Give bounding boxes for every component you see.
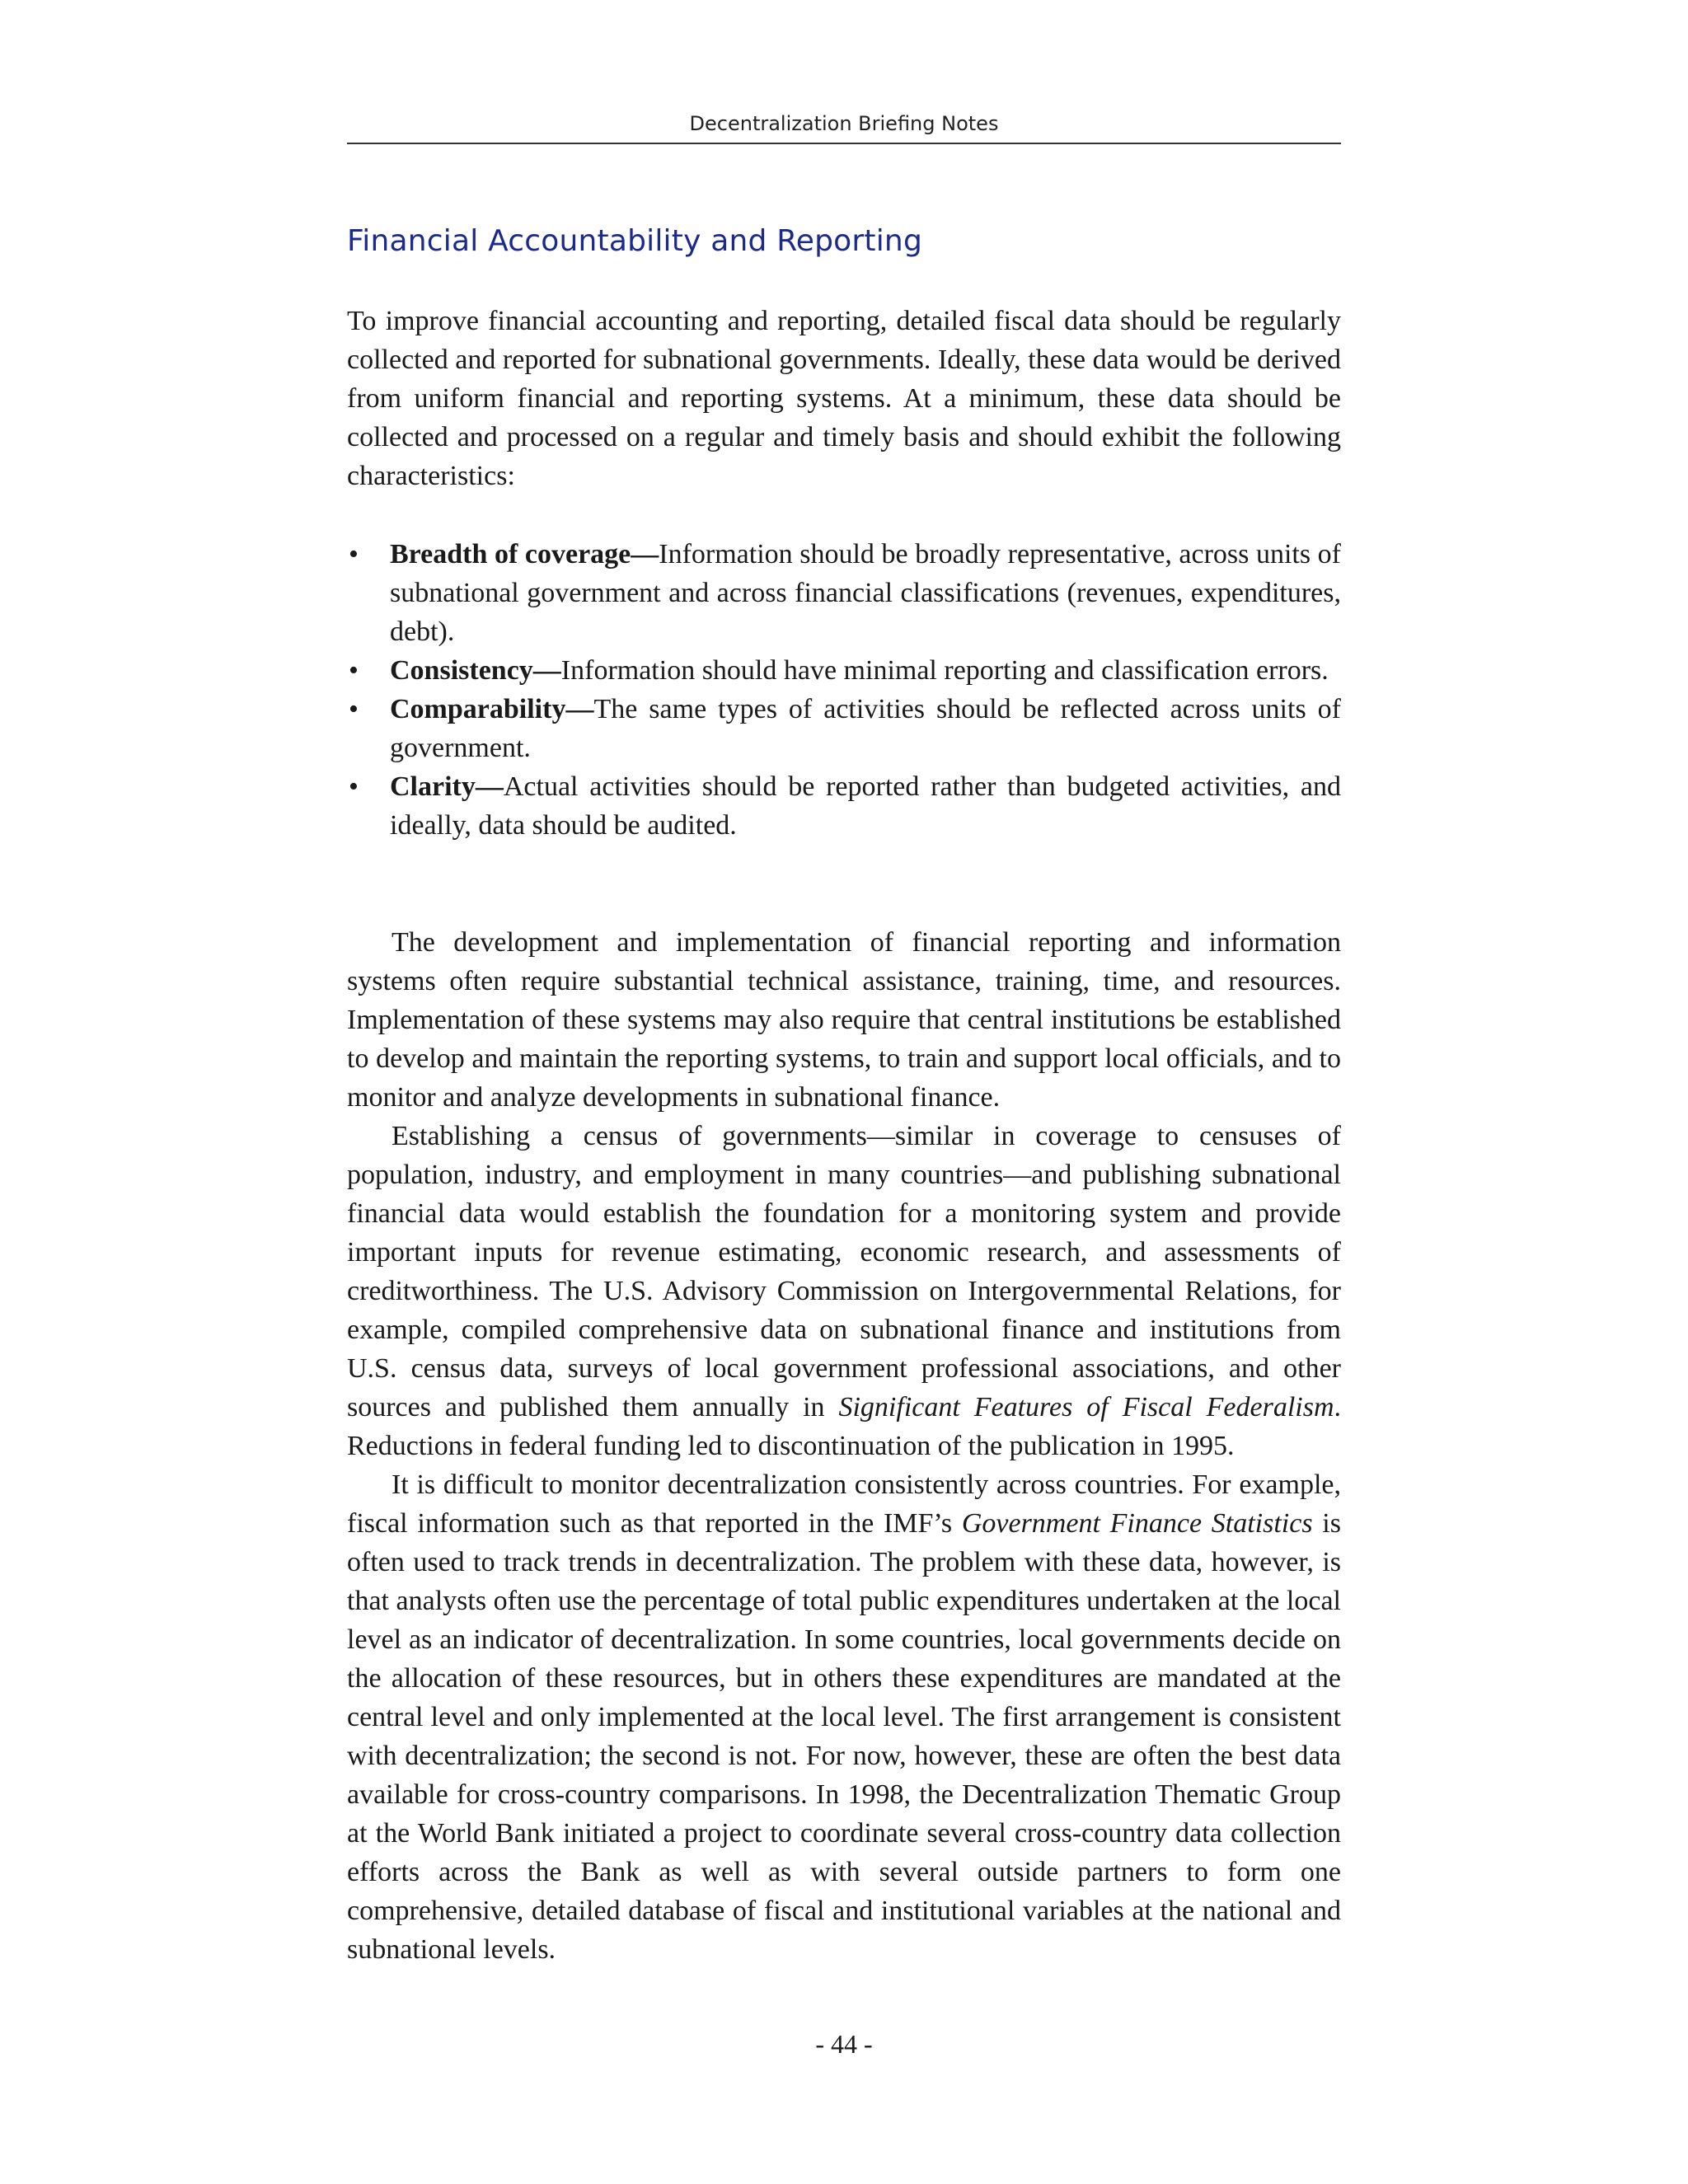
intro-paragraph: To improve financial accounting and reporting, detailed fiscal data should be regularly collected and reported for subnational governments. Ideally, these data would be derived from uniform financial and reporting systems. At a minimum, these data should be collected and processed on a regular and timely basis and should exhibit the following characteristics: bbox=[347, 306, 1341, 491]
list-item-term: Breadth of coverage— bbox=[390, 539, 659, 569]
list-item-term: Consistency— bbox=[390, 655, 561, 686]
list-item-text: Information should be broadly representative, across units of subnational government and across financial classifications (revenues, expenditures, debt). bbox=[390, 539, 1342, 647]
list-item bbox=[347, 690, 1341, 767]
list-item-text: Information should have minimal reporting and classification errors. bbox=[560, 655, 1329, 686]
paragraph-text: is often used to track trends in decentralization. The problem with these data, however, is that analysts often use the percentage of total public expenditures undertaken at the local level as an indicator of decentralization. In some countries, local governments decide on the allocation of these resources, but in others these expenditures are mandated at the central level and only implemented at the local level. The first arrangement is consistent with decentralization; the second is not. For now, however, these are often the best data available for cross-country comparisons. In 1998, the Decentralization Thematic Group at the World Bank initiated a project to coordinate several cross-country data collection efforts across the Bank as well as with several outside partners to form one comprehensive, detailed database of fiscal and institutional variables at the national and subnational levels. bbox=[347, 1508, 1341, 1965]
list-item bbox=[347, 651, 1341, 690]
running-header: Decentralization Briefing Notes bbox=[689, 112, 999, 135]
bullet-icon: • bbox=[349, 694, 359, 724]
list-item-term: Comparability— bbox=[390, 694, 594, 724]
publication-title: Government Finance Statistics bbox=[961, 1508, 1313, 1539]
bullet-icon: • bbox=[349, 539, 359, 569]
list-item bbox=[347, 767, 1341, 845]
list-item-term: Clarity— bbox=[390, 771, 504, 802]
paragraph-reporting-systems: The development and implementation of financial reporting and information systems often require substantial technical assistance, training, time, and resources. Implementation of these systems may also require that central institutions be established to develop and maintain the reporting systems, to train and support local officials, and to monitor and analyze developments in subnational finance. bbox=[347, 927, 1341, 1113]
publication-title: Significant Features of Fiscal Federalism bbox=[838, 1392, 1334, 1422]
section-title: Financial Accountability and Reporting bbox=[347, 224, 922, 258]
paragraph-text: . Reductions in federal funding led to discontinuation of the publication in 1995. bbox=[347, 1392, 1341, 1461]
list-item bbox=[347, 535, 1341, 651]
bullet-icon: • bbox=[349, 771, 359, 802]
page-number: - 44 - bbox=[815, 2029, 873, 2059]
list-item-text: The same types of activities should be reflected across units of government. bbox=[390, 694, 1341, 763]
header-rule bbox=[347, 143, 1341, 144]
paragraph-census-of-governments bbox=[347, 1117, 1341, 1465]
paragraph-monitoring-decentralization bbox=[347, 1465, 1341, 1969]
characteristics-list bbox=[347, 535, 1341, 845]
paragraph-text: Establishing a census of governments—similar in coverage to censuses of population, industry, and employment in many countries—and publishing subnational financial data would establish the foundation for a monitoring system and provide important inputs for revenue estimating, economic research, and assessments of creditworthiness. The U.S. Advisory Commission on Intergovernmental Relations, for example, compiled comprehensive data on subnational finance and institutions from U.S. census data, surveys of local government professional associations, and other sources and published them annually in bbox=[347, 1121, 1341, 1422]
bullet-icon: • bbox=[349, 655, 359, 686]
paragraph-text: It is difficult to monitor decentralization consistently across countries. For example, fiscal information such as that reported in the IMF’s bbox=[347, 1469, 1341, 1539]
list-item-text: Actual activities should be reported rather than budgeted activities, and ideally, data should be audited. bbox=[390, 771, 1341, 841]
body-paragraphs bbox=[347, 923, 1341, 1969]
